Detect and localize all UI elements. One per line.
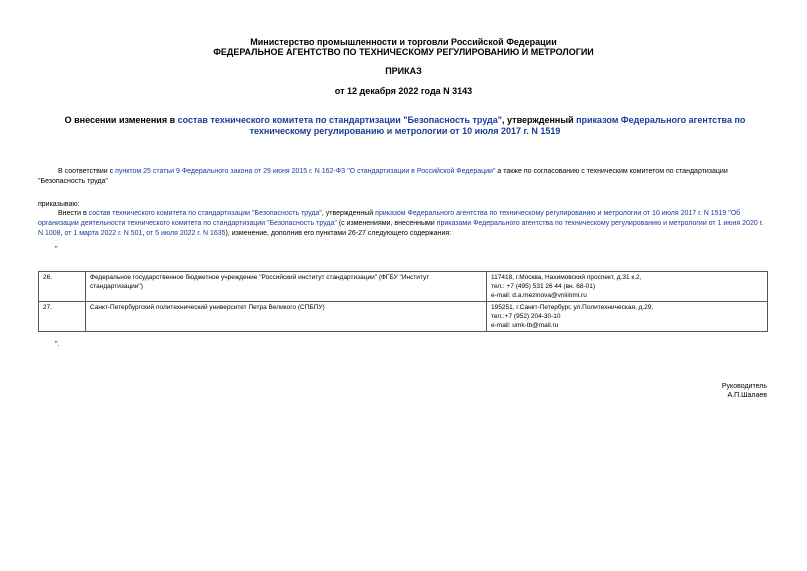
contact-phone: тел.:+7 (952) 204-30-10	[491, 313, 561, 320]
quote-open: "	[55, 246, 58, 253]
contact-address: 195251, г.Санкт-Петербург, ул.Политехническая, д.29,	[491, 304, 654, 311]
committee-members-table	[38, 271, 768, 332]
title-prefix: О внесении изменения в	[64, 115, 178, 125]
p3-mid2: (с изменениями, внесенными	[336, 220, 437, 227]
p3-sep1: ,	[60, 230, 65, 237]
p1-suffix: а также по согласованию с техническим комитетом по стандартизации "Безопасность труда"	[38, 168, 728, 185]
organization-name: Санкт-Петербургский политехнический университет Петра Великого (СПБПУ)	[86, 302, 487, 332]
p3-mid1: , утвержденный	[321, 210, 376, 217]
title-link-order[interactable]: приказом Федерального агентства по техническому регулированию и метрологии от 10 июля 2017 г. N 1519	[249, 115, 746, 136]
p3-link-order-1635[interactable]: от 5 июля 2022 г. N 1635	[146, 230, 226, 237]
contact-email: e-mail: d.a.mezinova@vniiinmi.ru	[491, 292, 587, 299]
p3-suffix: ), изменение, дополнив его пунктами 26-27 следующего содержания:	[225, 230, 452, 237]
organization-contacts	[487, 272, 768, 302]
p3-link-order-501[interactable]: от 1 марта 2022 г. N 501	[64, 230, 143, 237]
p3-sep2: ,	[142, 230, 147, 237]
order-paragraph	[38, 209, 768, 239]
signatory-name: А.П.Шалаев	[727, 392, 767, 399]
contact-address: 117418, г.Москва, Нахимовский проспект, д.31 к.2,	[491, 274, 642, 281]
p1-prefix: В соответствии с	[58, 168, 116, 175]
date-number: от 12 декабря 2022 года N 3143	[334, 86, 473, 96]
order-word: приказываю:	[38, 201, 80, 208]
organization-name: Федеральное государственное бюджетное учреждение "Российский институт стандартизации" (ФГБУ "Институт стандартизации")	[86, 272, 487, 302]
preamble-paragraph	[38, 167, 768, 187]
p3-prefix: Внести в	[58, 210, 89, 217]
table-row	[39, 272, 768, 302]
row-number: 27.	[39, 302, 86, 332]
ministry-name: Министерство промышленности и торговли Российской Федерации	[250, 37, 557, 47]
p3-link-order-1008[interactable]: приказами Федерального агентства по техническому регулированию и метрологии от 1 июня 2020 г. N 1008	[38, 220, 764, 237]
document-title	[60, 115, 750, 137]
title-link-committee[interactable]: состав технического комитета по стандартизации "Безопасность труда"	[177, 115, 503, 125]
table-row	[39, 302, 768, 332]
organization-contacts	[487, 302, 768, 332]
title-middle: , утвержденный	[502, 115, 577, 125]
signatory-position: Руководитель	[721, 383, 767, 390]
agency-name: ФЕДЕРАЛЬНОЕ АГЕНТСТВО ПО ТЕХНИЧЕСКОМУ РЕГУЛИРОВАНИЮ И МЕТРОЛОГИИ	[213, 47, 594, 57]
doc-type: ПРИКАЗ	[385, 66, 422, 76]
contact-email: e-mail: umk-tb@mail.ru	[491, 322, 559, 329]
row-number: 26.	[39, 272, 86, 302]
p3-link-order-1519[interactable]: приказом Федерального агентства по техническому регулированию и метрологии от 10 июля 2017 г. N 1519 "Об организации деятельности технического комитета по стандартизации "Безопасность труда"	[38, 210, 741, 227]
contact-phone: тел.: +7 (495) 531 26 44 (вн. 68-01)	[491, 283, 596, 290]
p3-link-committee[interactable]: состав технического комитета по стандартизации "Безопасность труда"	[88, 210, 322, 217]
p1-law-link[interactable]: пунктом 25 статьи 9 Федерального закона от 29 июня 2015 г. N 162-ФЗ "О стандартизации в Российской Федерации"	[115, 168, 496, 175]
quote-close: ".	[55, 341, 60, 348]
